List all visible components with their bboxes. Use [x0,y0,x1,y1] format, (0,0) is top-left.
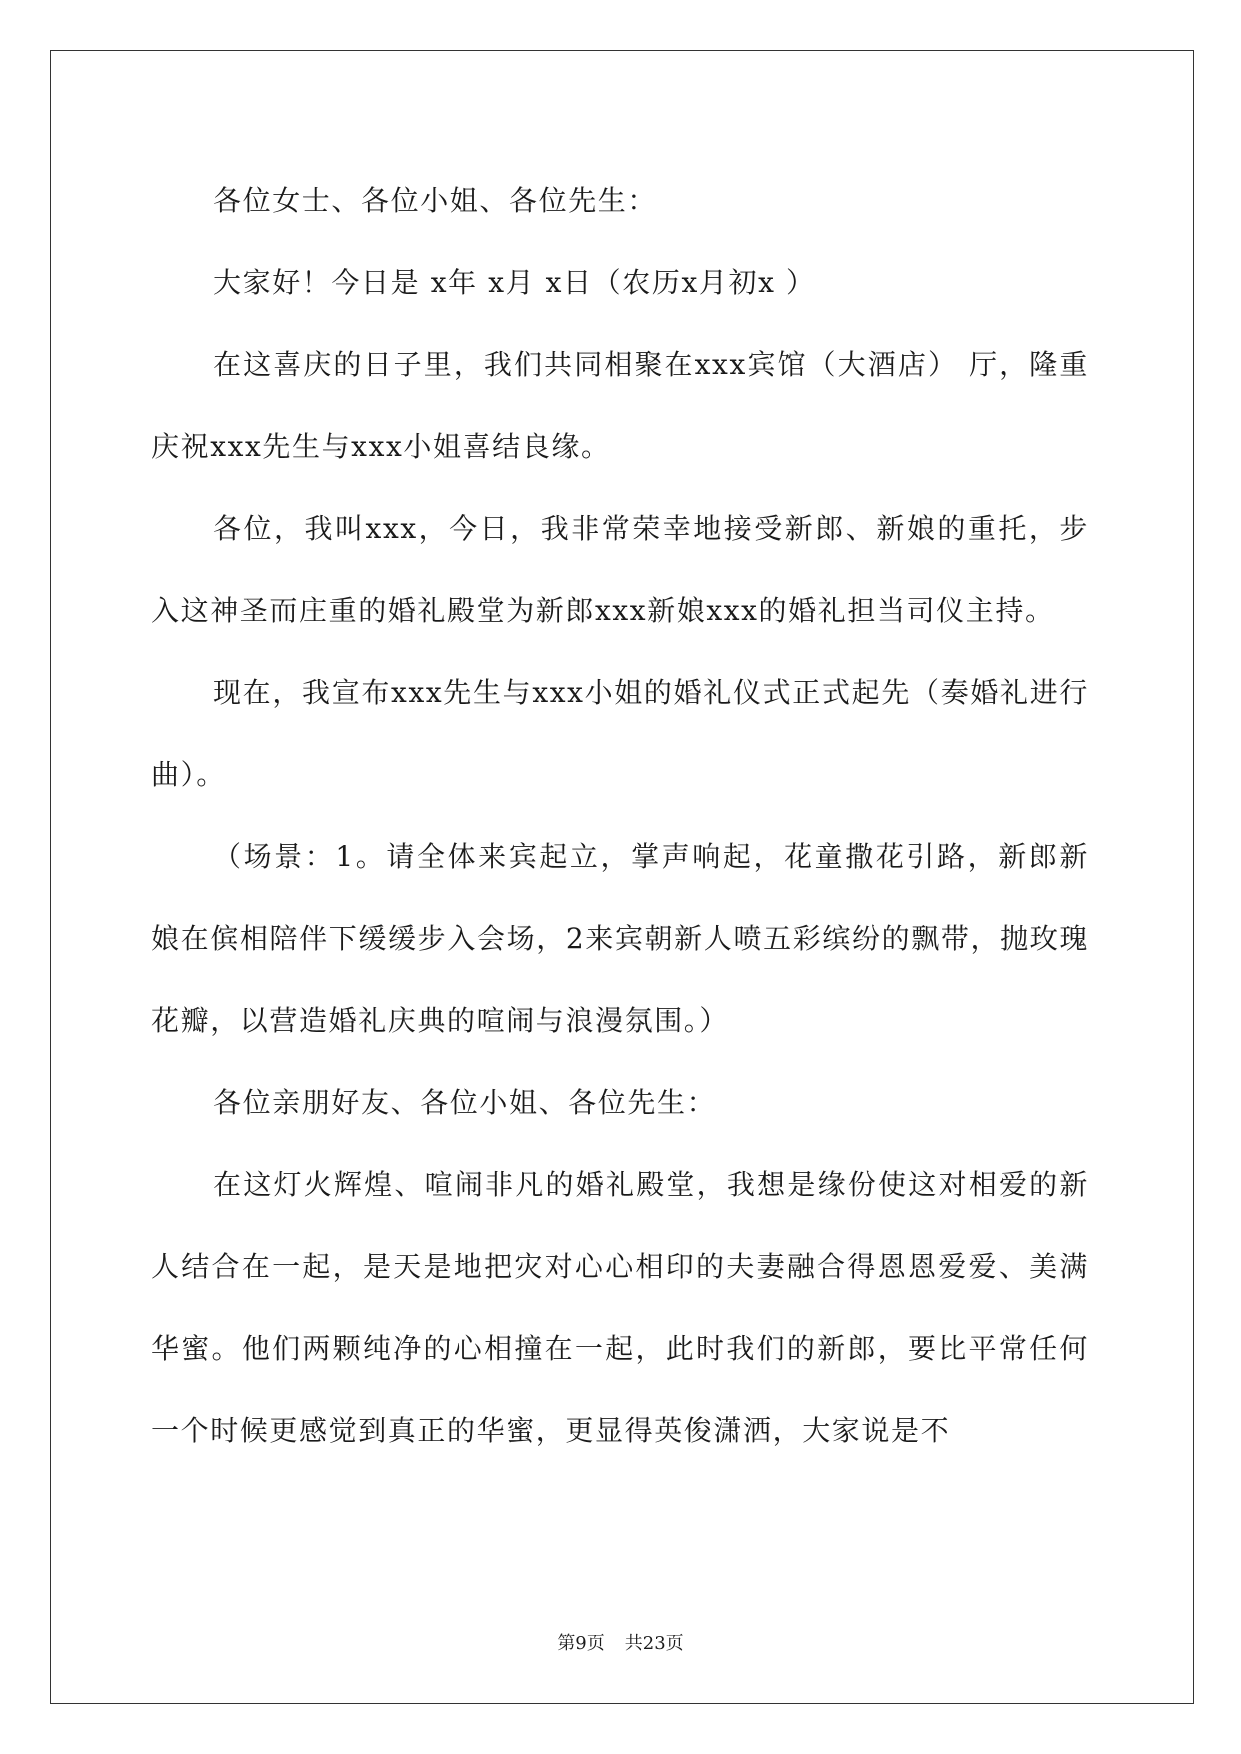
paragraph: 在这喜庆的日子里，我们共同相聚在xxx宾馆（大酒店） 厅，隆重庆祝xxx先生与xxx小姐喜结良缘。 [151,348,1089,463]
paragraph: 在这灯火辉煌、喧闹非凡的婚礼殿堂，我想是缘份使这对相爱的新人结合在一起，是天是地把灾对心心相印的夫妻融合得恩恩爱爱、美满华蜜。他们两颗纯净的心相撞在一起，此时我们的新郎，要比平常任何一个时候更感觉到真正的华蜜，更显得英俊潇洒，大家说是不 [151,1168,1089,1447]
paragraph: 各位，我叫xxx，今日，我非常荣幸地接受新郎、新娘的重托，步入这神圣而庄重的婚礼殿堂为新郎xxx新娘xxx的婚礼担当司仪主持。 [151,512,1089,627]
document-body [151,160,1089,1472]
paragraph: 现在，我宣布xxx先生与xxx小姐的婚礼仪式正式起先（奏婚礼进行曲）。 [151,676,1089,791]
page-number: 第9页 [557,1633,605,1654]
paragraph: 各位女士、各位小姐、各位先生： [213,184,658,217]
paragraph: （场景：1。请全体来宾起立，掌声响起，花童撒花引路，新郎新娘在傧相陪伴下缓缓步入会场，2来宾朝新人喷五彩缤纷的飘带，抛玫瑰花瓣，以营造婚礼庆典的喧闹与浪漫氛围。） [151,840,1089,1037]
paragraph: 各位亲朋好友、各位小姐、各位先生： [213,1086,717,1119]
page-total: 共23页 [624,1633,684,1654]
paragraph: 大家好！今日是 x年 x月 x日（农历x月初x ） [213,266,816,299]
page-footer [0,1629,1241,1655]
